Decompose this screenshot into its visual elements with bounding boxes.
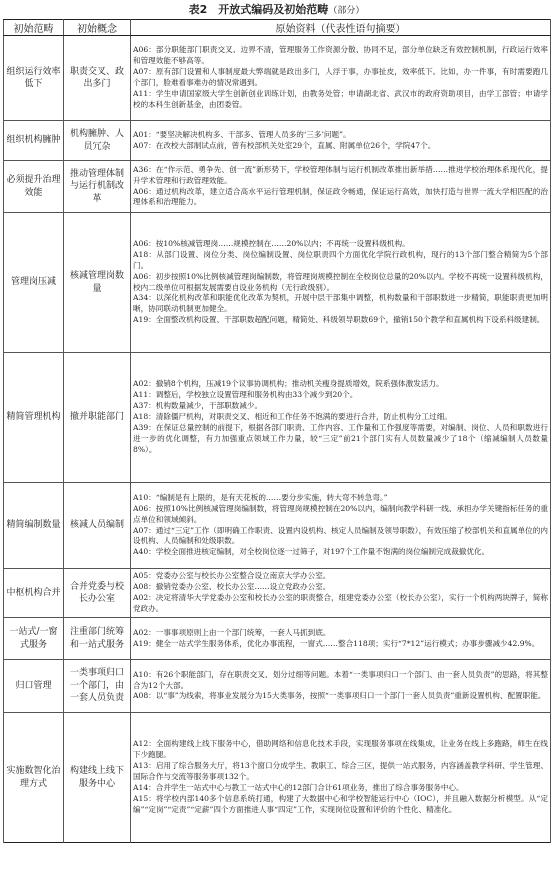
source-cell: [131, 483, 551, 569]
category-cell: 组织机构臃肿: [4, 121, 64, 161]
table-row: [4, 660, 551, 713]
source-item: A01：“要坚决解决机构多、干部多、管理人员多的‘三多’问题”。: [133, 129, 351, 139]
source-item: A15：将学校内部140多个信息系统打通，构建了大数据中心和学校智能运行中心（IOC），并且融入数据分析模型。从“定编”“定岗”“定责”“定薪”四个方面推进人事“四定”工作，实现岗位设置和评价的个性化、精准化。: [133, 793, 548, 814]
source-item: A13：启用了综合服务大厅，将13个窗口分成学生、教职工、综合三区，提供一站式服务，内容涵盖教学科研、学生管理、国际合作与交流等服务事项132个。: [133, 761, 548, 782]
table-row: [4, 483, 551, 569]
source-item: A10：有26个职能部门，存在职责交叉、划分过细等问题。本着“一类事项归口一个部门、由一套人员负责”的思路，将其整合为12个大部。: [133, 669, 548, 690]
concept-cell: 一类事项归口一个部门，由一套人员负责: [64, 660, 131, 713]
source-cell: [131, 618, 551, 660]
table-row: [4, 36, 551, 121]
table-caption: [0, 3, 553, 18]
source-cell: [131, 213, 551, 353]
category-cell: 归口管理: [4, 660, 64, 713]
source-cell: [131, 569, 551, 618]
source-item: A06：通过机构改革，建立适合高水平运行管理机制，保证政令畅通，保证运行高效，加快打造与世界一流大学相匹配的治理体系和治理能力。: [133, 186, 548, 207]
source-item: A36：在“作示范、勇争先、创一流”新形势下，学校管理体制与运行机制改革推出新举措……推进学校治理体系现代化，提升学术管理和行政管理效能。: [133, 164, 548, 185]
source-item: A12：全面构建线上线下服务中心，借助网络和信息化技术手段，实现服务事项在线集成，让业务在线上多跑路，师生在线下少跑腿。: [133, 739, 548, 760]
category-cell: 精简管理机构: [4, 353, 64, 483]
concept-cell: 合并党委与校长办公室: [64, 569, 131, 618]
source-item: A18：清除僵尸机构，对职责交叉、相近和工作任务不饱满的要进行合并，防止机构分工过细。: [133, 412, 452, 422]
category-cell: 必须提升治理效能: [4, 161, 64, 213]
category-cell: 一站式/一窗式服务: [4, 618, 64, 660]
category-cell: 精简编制数量: [4, 483, 64, 569]
header-row: [4, 20, 551, 36]
source-item: A39：在保证总量控制的前提下，根据各部门职责、工作内容、工作量和工作强度等需要，对编制、岗位、人员和职数进行进一步的优化调整，有力加强重点领域工作力量，较“三定”前21个部门实有人员数量减少了18个（缩减编制人员数量8%）。: [133, 422, 548, 454]
source-item: A02：撤销8个机构，压减19个议事协调机构；推动机关瘦身提质增效，院系强体激发活力。: [133, 379, 444, 389]
source-item: A40：学校全面推进核定编制，对全校岗位逐一过筛子，对197个工作量不饱满的岗位编制完成裁撤优化。: [133, 547, 490, 557]
source-item: A19：全面整改机构设置、干部职数超配问题，精简处、科级领导职数69个，撤销150个教学和直属机构下设系科级建制。: [133, 315, 545, 325]
source-cell: [131, 713, 551, 843]
source-item: A19：健全一站式学生服务体系，优化办事流程，一窗式……整合118项；实行“7*12”运行模式；办事步骤减少42.9%。: [133, 638, 540, 648]
source-item: A07：在改校大部制试点前，曾有校部机关处室29个，直属、附属单位26个，学院47个。: [133, 140, 436, 150]
source-item: A07：通过“三定”工作（即明确工作职责、设置内设机构、核定人员编制及领导职数），有效压缩了校部机关和直属单位的内设机构、人员编制和处级职数。: [133, 525, 548, 546]
source-item: A02：决定将清华大学党委办公室和校长办公室的职责整合，组建党委办公室（校长办公室），实行一个机构两块牌子，简称党政办。: [133, 593, 548, 613]
source-item: A06：按照10%比例核减管理岗编制数，将管理岗规模控制在20%以内，编制向教学科研一线、承担办学关键指标任务的重点单位和领域倾斜。: [133, 503, 548, 524]
source-item: A34：以深化机构改革和职能优化改革为契机，开展中层干部集中调整，机构数量和干部职数进一步精简，职能职责更加明晰，协同联动机制更加健全。: [133, 293, 548, 314]
concept-cell: 撤并职能部门: [64, 353, 131, 483]
table-row: [4, 121, 551, 161]
concept-cell: 注重部门统筹和一站式服务: [64, 618, 131, 660]
source-item: A37：机构数量减少，干部职数减少。: [133, 401, 263, 411]
source-cell: [131, 121, 551, 161]
source-cell: [131, 36, 551, 121]
category-cell: 实施数智化治理方式: [4, 713, 64, 843]
source-cell: [131, 353, 551, 483]
caption-note: （部分）: [328, 6, 365, 16]
source-item: A06：初步按照10%比例核减管理岗编制数，将管理岗规模控制在全校岗位总量的20%以内。学校不再统一设置科级机构，校内二级单位可根据发展需要自设业务机构（无行政级别）。: [133, 271, 548, 292]
source-item: A07：原有部门设置和人事制度最大弊端就是政出多门，人浮于事，办事扯皮，效率低下。比如，办一件事，有时需要跑几个部门，脸难看事难办的情况常遇到。: [133, 67, 548, 87]
source-item: A11：调整后，学校独立设置管理和服务机构由33个减少到20个。: [133, 390, 358, 400]
caption-title: 表2 开放式编码及初始范畴: [188, 3, 329, 16]
concept-cell: 构建线上线下服务中心: [64, 713, 131, 843]
header-concept: 初始概念: [64, 20, 131, 36]
table-row: [4, 713, 551, 843]
concept-cell: 核减人员编制: [64, 483, 131, 569]
source-item: A08：撤销党委办公室、校长办公室……设立党政办公室。: [133, 582, 331, 592]
category-cell: 管理岗压减: [4, 213, 64, 353]
source-item: A05：党委办公室与校长办公室整合设立南京大学办公室。: [133, 571, 331, 581]
coding-table: [3, 19, 551, 843]
concept-cell: 核减管理岗数量: [64, 213, 131, 353]
header-source: 原始资料（代表性语句摘要）: [131, 20, 551, 36]
table-row: [4, 569, 551, 618]
source-item: A02：一事事项原则上由一个部门统筹，一套人马抓到底。: [133, 627, 331, 637]
concept-cell: 职责交叉、政出多门: [64, 36, 131, 121]
header-category: 初始范畴: [4, 20, 64, 36]
source-item: A08：以“事”为线索，将事业发展分为15大类事务，按照“一类事项归口一个部门一套人员负责”重新设置机构、配置职能。: [133, 691, 546, 701]
source-item: A10：“编制是有上限的，是有天花板的……要分步实施，转大弯不转急弯。”: [133, 492, 388, 502]
source-cell: [131, 660, 551, 713]
table-row: [4, 618, 551, 660]
table-row: [4, 161, 551, 213]
source-item: A14：合并学生一站式中心与教工一站式中心的12部门合计61项业务，推出了综合事务服务中心。: [133, 782, 464, 792]
source-item: A06：部分职能部门职责交叉、边界不清，管理服务工作资源分散、协同不足，部分单位缺乏有效控制机制，行政运行效率和管理效能不够高等。: [133, 45, 548, 66]
source-item: A11：学生申请国家级大学生创新创业训练计划，由教务处管；申请湖北省、武汉市的政府资助项目，由学工部管；申请学校的本科生创新基金，由团委管。: [133, 88, 548, 109]
category-cell: 组织运行效率低下: [4, 36, 64, 121]
table-row: [4, 353, 551, 483]
source-cell: [131, 161, 551, 213]
category-cell: 中枢机构合并: [4, 569, 64, 618]
source-item: A18：从部门设置、岗位分类、岗位编制设置、岗位职责四个方面优化学院行政机构，现行的13个部门整合精简为5个部门。: [133, 249, 548, 270]
table-row: [4, 213, 551, 353]
concept-cell: 机构臃肿、人员冗杂: [64, 121, 131, 161]
concept-cell: 推动管理体制与运行机制改革: [64, 161, 131, 213]
source-item: A06：按10%核减管理岗……规模控制在……20%以内；不再统一设置科级机构。: [133, 238, 410, 248]
